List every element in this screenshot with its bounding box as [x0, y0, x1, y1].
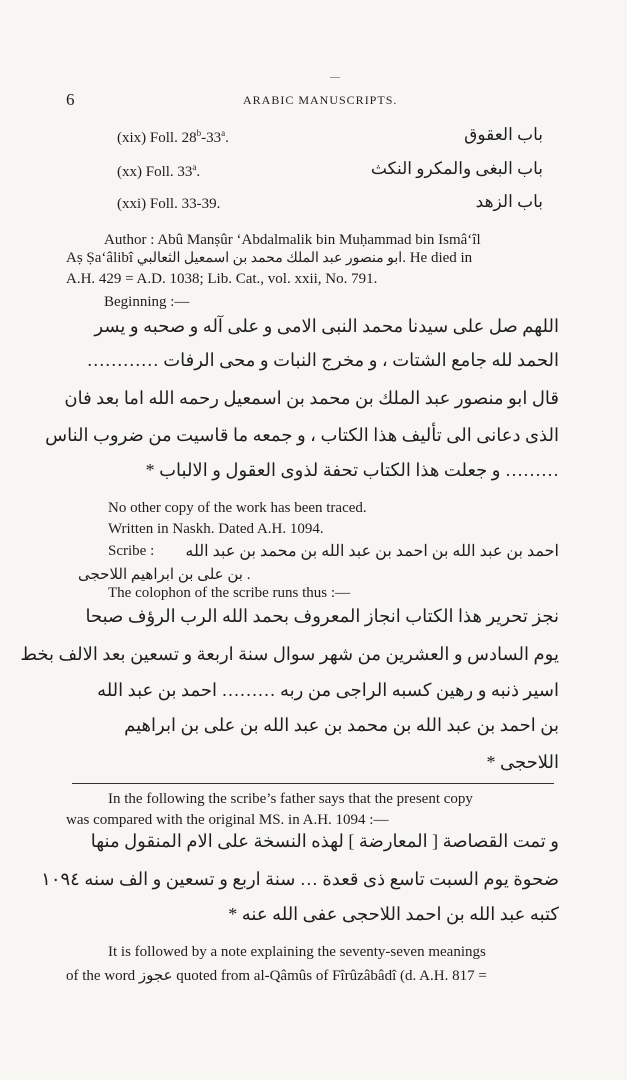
beginning-line-2: الحمد لله جامع الشتات ، و مخرج النبات و محى الرفات ………… — [86, 350, 559, 370]
author-line-3: A.H. 429 = A.D. 1038; Lib. Cat., vol. xxii, No. 791. — [66, 271, 378, 287]
colophon-line-3: اسير ذنبه و رهين كسبه الراجى من ربه ……… احمد بن عبد الله — [97, 680, 559, 700]
scribe-label: Scribe : — [108, 543, 155, 559]
beginning-label: Beginning :— — [104, 294, 190, 310]
entry-ref-xix: (xix) Foll. 28$^b$-33$^a$. — [117, 128, 229, 146]
colophon-line-4: بن احمد بن عبد الله بن محمد بن عبد الله بن على بن ابراهيم — [124, 715, 559, 735]
beginning-line-5: ……… و جعلت هذا الكتاب تحفة لذوى العقول و الالباب * — [145, 460, 559, 480]
author-line-1: Author : Abû Manṣûr ‘Abdalmalik bin Muḥammad bin Ismâ‘îl — [104, 232, 481, 248]
comparison-line-1: و تمت القصاصة [ المعارضة ] لهذه النسخة على الام المنقول منها — [90, 831, 559, 851]
entry-arabic-xix: باب العقوق — [464, 125, 543, 144]
colophon-label: The colophon of the scribe runs thus :— — [108, 585, 351, 601]
entry-arabic-xxi: باب الزهد — [475, 192, 543, 211]
entry-ref-xxi: (xxi) Foll. 33-39. — [117, 196, 221, 212]
page-number: 6 — [66, 90, 75, 109]
entry-arabic-xx: باب البغى والمكرو النكث — [370, 159, 543, 178]
closing-line-1: It is followed by a note explaining the seventy-seven meanings — [108, 944, 486, 960]
beginning-line-4: الذى دعانى الى تأليف هذا الكتاب ، و جمعه ما قاسيت من ضروب الناس — [45, 425, 559, 445]
running-title: ARABIC MANUSCRIPTS. — [243, 93, 398, 107]
colophon-line-1: نجز تحرير هذا الكتاب انجاز المعروف بحمد الله الرب الرؤف صبحا — [85, 606, 559, 626]
colophon-line-2: يوم السادس و العشرين من شهر سوال سنة اربعة و تسعين بعد الالف بخط — [20, 644, 559, 664]
entry-ref-xx: (xx) Foll. 33$^a$. — [117, 162, 201, 180]
comparison-line-2: ضحوة يوم السبت تاسع ذى قعدة … سنة اربع و تسعين و الف سنه ١٠٩٤ — [41, 869, 559, 889]
page-mark — [330, 77, 340, 78]
following-line-2: was compared with the original MS. in A.H. 1094 :— — [66, 812, 389, 828]
scribe-arabic-1: احمد بن عبد الله بن احمد بن عبد الله بن محمد بن عبد الله — [185, 543, 559, 560]
comparison-line-3: كتبه عبد الله بن احمد اللاحجى عفى الله عنه * — [228, 904, 559, 924]
author-line-2: Aṣ Ṣa‘âlibî ابو منصور عبد الملك محمد بن اسمعيل الثعالبي. He died in — [66, 250, 473, 266]
colophon-line-5: اللاحجى * — [486, 752, 559, 772]
closing-line-2: of the word عجوز quoted from al-Qâmûs of Fîrûzâbâdî (d. A.H. 817 = — [66, 968, 487, 984]
written-in: Written in Naskh. Dated A.H. 1094. — [108, 521, 324, 537]
scribe-arabic-2: . بن على بن ابراهيم اللاحجى — [78, 567, 251, 583]
no-other-copy: No other copy of the work has been traced. — [108, 500, 367, 516]
section-divider — [72, 783, 554, 784]
following-line-1: In the following the scribe’s father says that the present copy — [108, 791, 473, 807]
beginning-line-3: قال ابو منصور عبد الملك بن محمد بن اسمعيل رحمه الله اما بعد فان — [64, 388, 559, 408]
beginning-line-1: اللهم صل على سيدنا محمد النبى الامى و على آله و صحبه و يسر — [94, 316, 559, 336]
